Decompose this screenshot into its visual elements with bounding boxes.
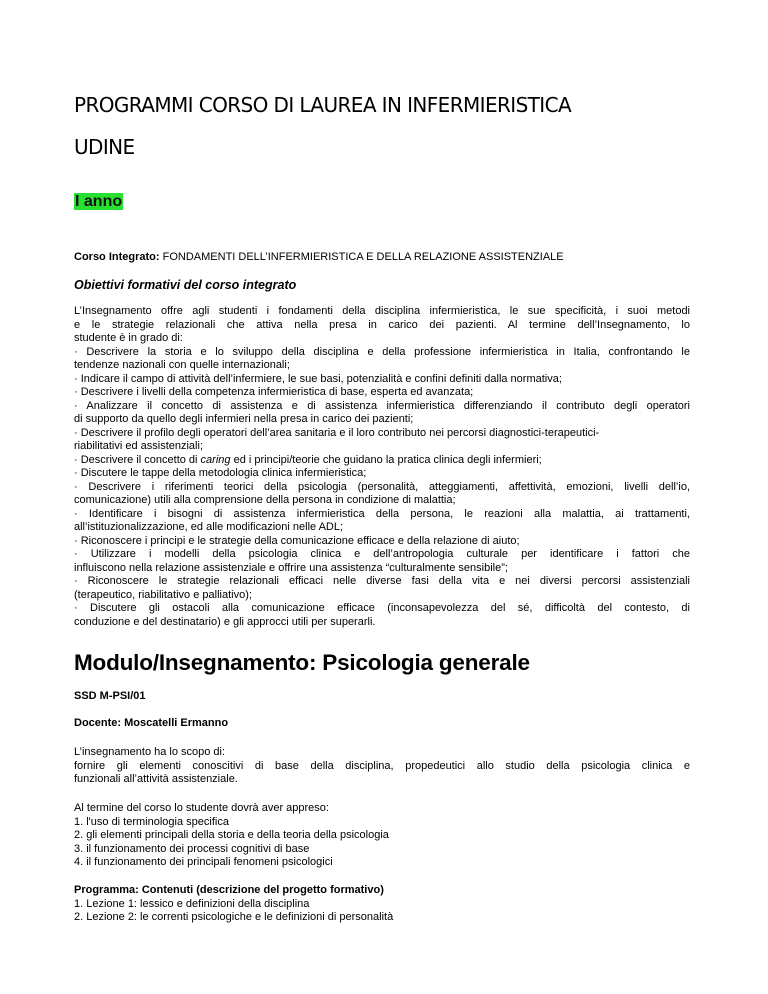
obj-line: · Descrivere i livelli della competenza infermieristica di base, esperta ed avanzata; [74, 386, 474, 398]
obj-line: (terapeutico, riabilitativo e palliativo); [74, 588, 252, 601]
document-title [74, 93, 690, 117]
obj-line: L’Insegnamento offre agli studenti i fondamenti della disciplina infermieristica, le sue specificità, i suoi metodi [74, 305, 690, 317]
obj-line: riabilitativi ed assistenziali; [74, 440, 203, 452]
obj-line: · Descrivere il profilo degli operatori dell’area sanitaria e il loro contributo nei percorsi diagnostici-terapeutici- [74, 426, 600, 439]
obj-line: studente è in grado di: [74, 332, 183, 344]
learn-line: Al termine del corso lo studente dovrà aver appreso: [74, 802, 329, 814]
corso-value: FONDAMENTI DELL’INFERMIERISTICA E DELLA RELAZIONE ASSISTENZIALE [162, 251, 564, 263]
programma-line: 2. Lezione 2: le correnti psicologiche e le definizioni di personalità [74, 911, 394, 923]
obj-line: · Indicare il campo di attività dell’infermiere, le sue basi, potenzialità e confini definiti dalla normativa; [74, 372, 562, 385]
obj-line: all’istituzionalizzazione, ed alle modificazioni nelle ADL; [74, 521, 344, 533]
module-title: Modulo/Insegnamento: Psicologia generale [74, 650, 530, 675]
objectives-title: Obiettivi formativi del corso integrato [74, 278, 297, 292]
learning-outcomes [74, 802, 690, 870]
programma-title: Programma: Contenuti (descrizione del progetto formativo) [74, 884, 384, 896]
programma-line: 1. Lezione 1: lessico e definizioni della disciplina [74, 897, 310, 910]
learn-line: 4. il funzionamento dei principali fenomeni psicologici [74, 856, 333, 868]
obj-line: tendenze nazionali con quelle internazionali; [74, 359, 290, 371]
obj-line: · Descrivere la storia e lo sviluppo della disciplina e della professione infermieristica in Italia, confrontando le [74, 345, 690, 358]
intro-line: L’insegnamento ha lo scopo di: [74, 746, 226, 758]
obj-line: · Utilizzare i modelli della psicologia clinica e dell’antropologia culturale per identificare i fattori che [74, 548, 690, 560]
obj-line: comunicazione) utili alla comprensione della persona in condizione di malattia; [74, 494, 456, 506]
title-line-2-wrap [74, 135, 690, 159]
programma [74, 884, 690, 925]
obj-line: influiscono nella relazione assistenziale e offrire una assistenza “culturalmente sensibile”; [74, 561, 508, 574]
year-heading [74, 193, 690, 211]
obj-line: e le strategie relazionali che attiva nella presa in carico dei pazienti. Al termine dell’Insegnamento, lo [74, 318, 690, 331]
obj-line-caring: · Descrivere il concetto di caring ed i principi/teorie che guidano la pratica clinica degli infermieri; [74, 453, 542, 466]
docente-wrap [74, 717, 690, 731]
obj-line: · Riconoscere i principi e le strategie della comunicazione efficace e della relazione di aiuto; [74, 534, 520, 547]
obj-line: · Identificare i bisogni di assistenza infermieristica della persona, le reazioni alla malattia, ai trattamenti, [74, 507, 690, 520]
ssd-wrap [74, 690, 690, 704]
obj-line: di supporto da quello degli infermieri nella presa in carico dei pazienti; [74, 413, 414, 425]
learn-line: 3. il funzionamento dei processi cognitivi di base [74, 842, 310, 855]
module-intro [74, 746, 690, 787]
intro-line: funzionali all’attività assistenziale. [74, 773, 238, 785]
objectives-body [74, 305, 690, 629]
title-line-1: PROGRAMMI CORSO DI LAUREA IN INFERMIERISTICA [74, 93, 572, 117]
intro-line: fornire gli elementi conoscitivi di base della disciplina, propedeutici allo studio della psicologia clinica e [74, 759, 690, 772]
obj-line: · Descrivere i riferimenti teorici della psicologia (personalità, atteggiamenti, affettività, emozioni, livelli dell’io, [74, 480, 690, 493]
objectives-title-wrap [74, 278, 690, 293]
module-heading [74, 650, 690, 676]
corso-label: Corso Integrato: [74, 251, 160, 263]
ssd-code: SSD M-PSI/01 [74, 690, 146, 702]
obj-line: · Discutere gli ostacoli alla comunicazione efficace (inconsapevolezza del sé, difficoltà del contesto, di [74, 602, 690, 614]
learn-line: 1. l'uso di terminologia specifica [74, 815, 229, 828]
obj-line: conduzione e del destinatario) e gli approcci utili per superarli. [74, 615, 376, 628]
learn-line: 2. gli elementi principali della storia e della teoria della psicologia [74, 829, 389, 841]
title-line-2: UDINE [74, 135, 135, 159]
obj-line: · Discutere le tappe della metodologia clinica infermieristica; [74, 467, 367, 479]
obj-line: · Riconoscere le strategie relazionali efficaci nelle diverse fasi della vita e nei diversi percorsi assistenziali [74, 575, 690, 587]
docente: Docente: Moscatelli Ermanno [74, 717, 229, 729]
obj-line: · Analizzare il concetto di assistenza e di assistenza infermieristica differenziando il contributo degli operatori [74, 399, 690, 412]
corso-integrato [74, 251, 690, 265]
year-label: I anno [75, 193, 123, 210]
